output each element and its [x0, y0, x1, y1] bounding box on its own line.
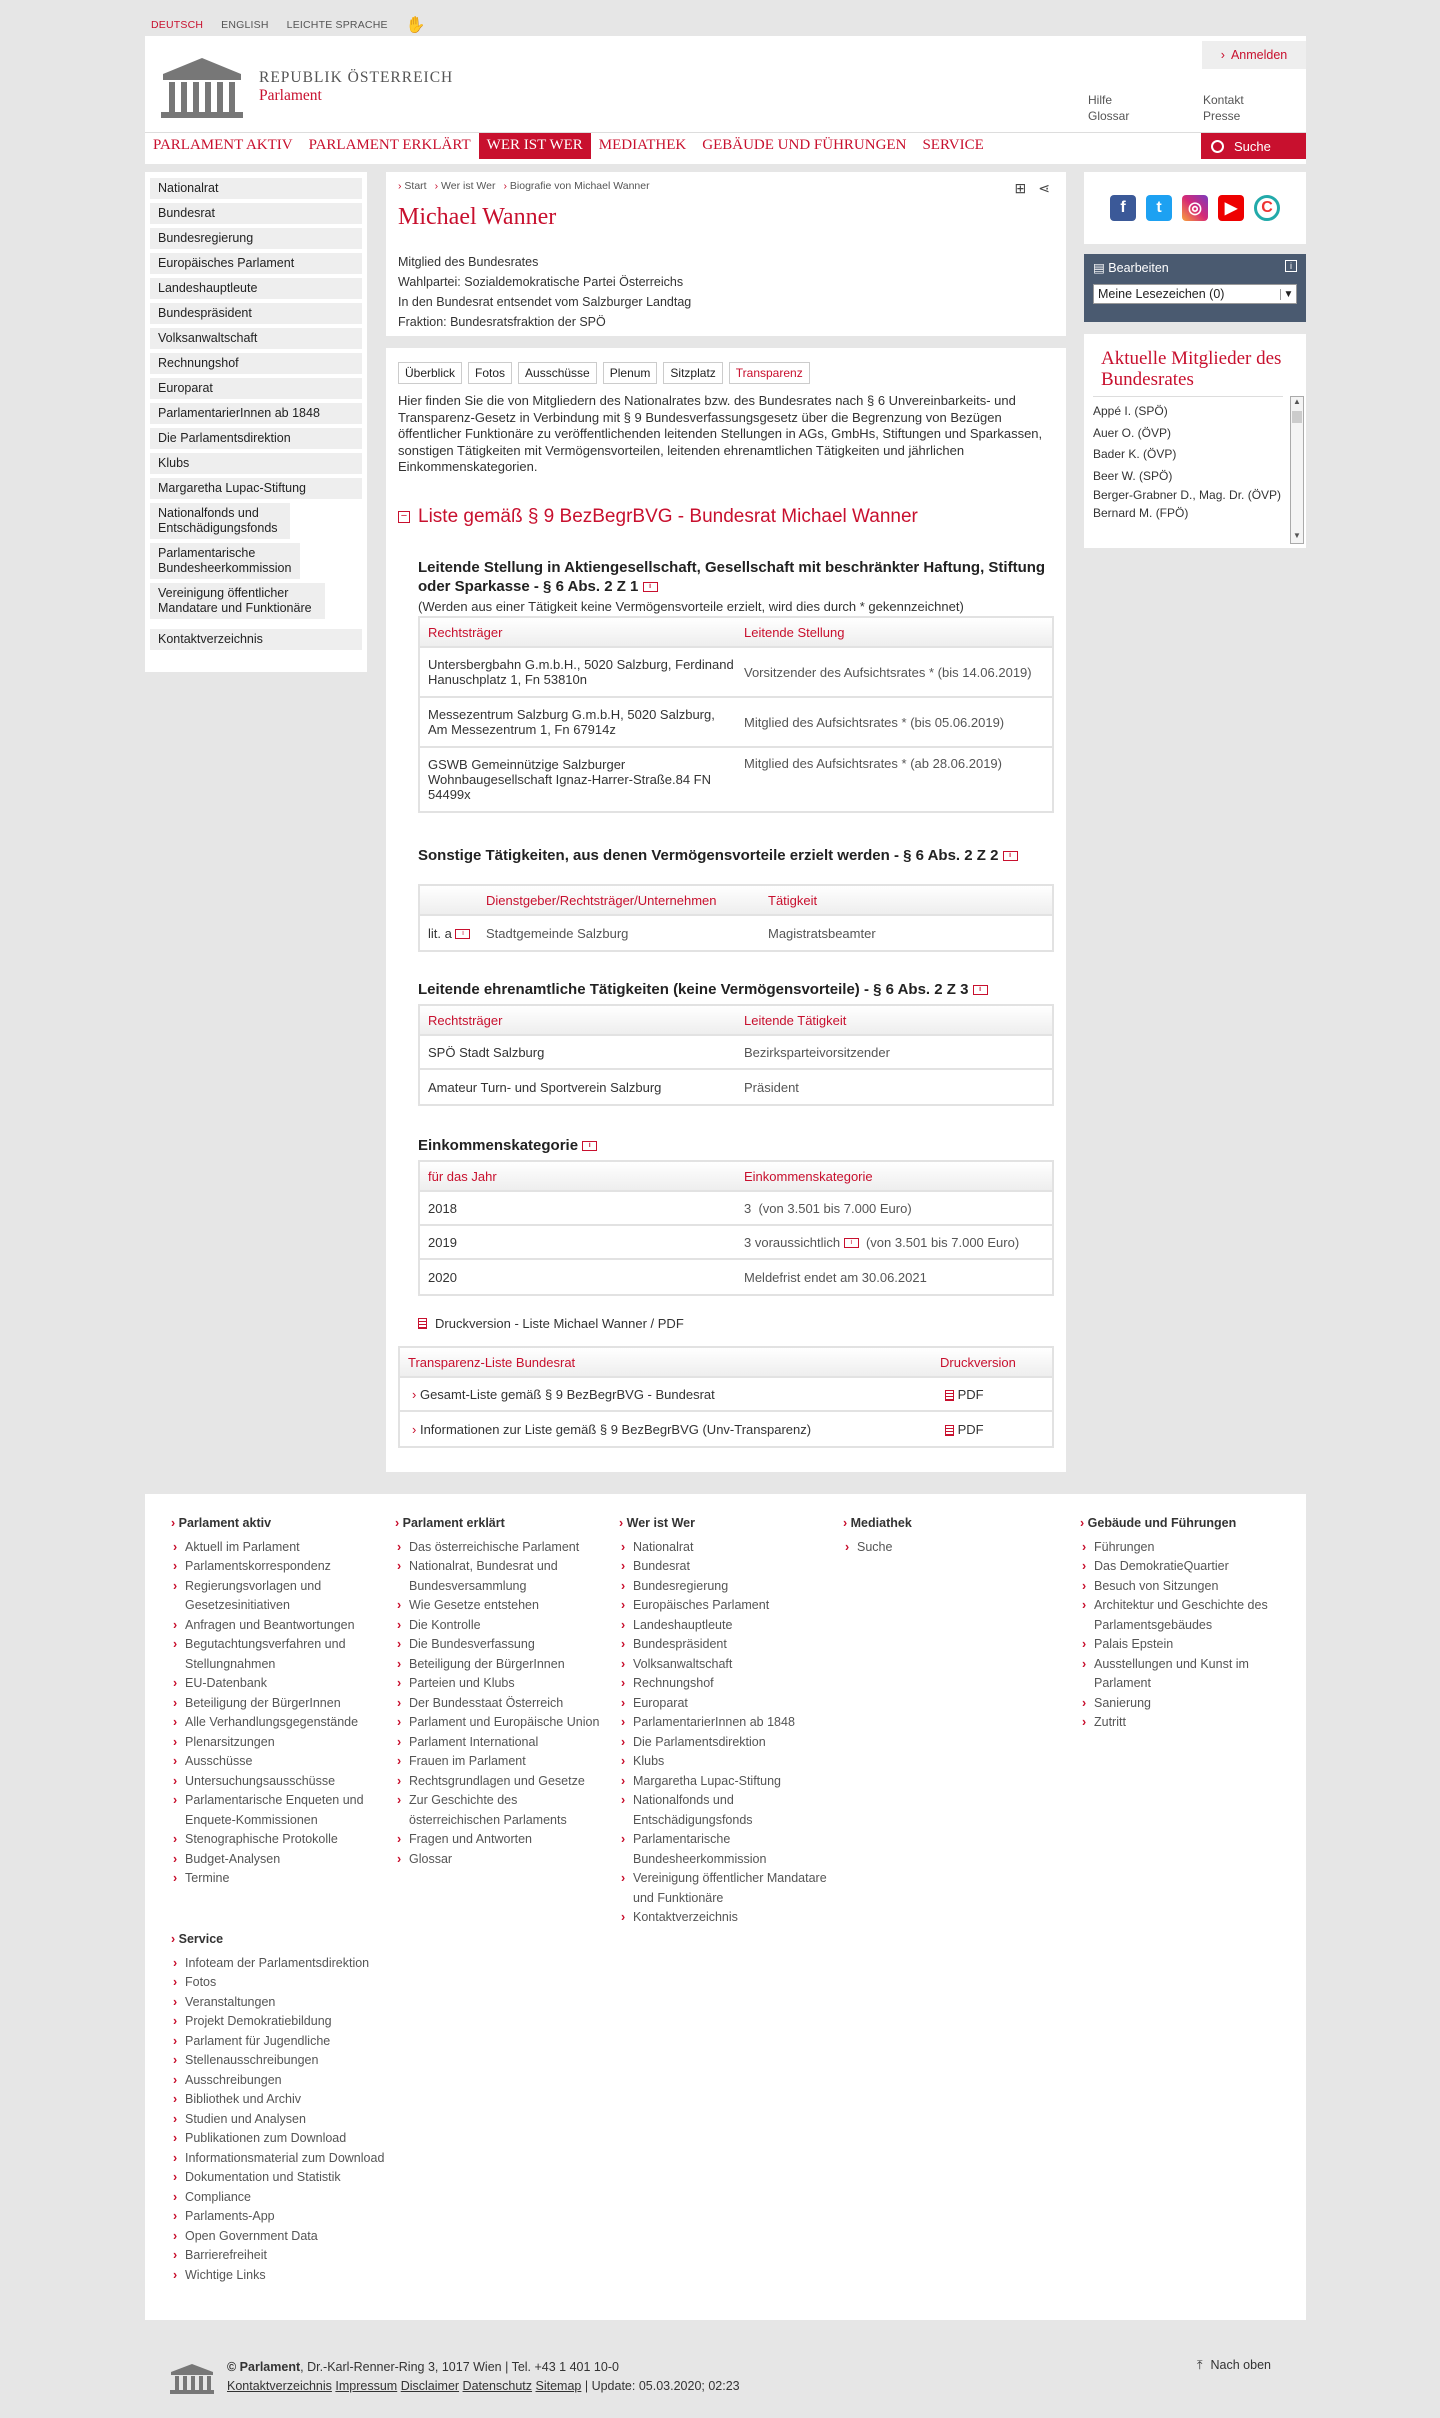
footer-link[interactable]: › Zutritt	[1080, 1713, 1290, 1733]
footer-link[interactable]: › Bibliothek und Archiv	[171, 2090, 401, 2110]
footer-link[interactable]: › Palais Epstein	[1080, 1635, 1290, 1655]
parliament-logo-small-icon	[169, 2362, 215, 2394]
back-to-top-link[interactable]	[1197, 2358, 1271, 2373]
footer-link[interactable]: › Rechnungshof	[619, 1674, 829, 1694]
edit-icon: ▤	[1093, 261, 1105, 275]
list-item[interactable]: Bader K. (ÖVP)	[1093, 447, 1177, 461]
link-sitemap[interactable]: Sitemap	[535, 2379, 582, 2393]
footer-link[interactable]: › Bundesrat	[619, 1557, 829, 1577]
share-icon[interactable]: ⋖	[1038, 180, 1050, 196]
footer-sitemap	[145, 1494, 1306, 2320]
footer-link[interactable]: › Margaretha Lupac-Stiftung	[619, 1772, 829, 1792]
nav-wer-ist-wer[interactable]: WER IST WER	[479, 133, 591, 159]
table-row	[420, 916, 1052, 950]
footer-link[interactable]: › Parlamentskorrespondenz	[171, 1557, 381, 1577]
info-icon[interactable]: i	[973, 985, 988, 995]
panel-title: Bearbeiten	[1108, 261, 1169, 275]
column-header: Leitende Tätigkeit	[744, 1012, 847, 1028]
intro-text: Hier finden Sie die von Mitgliedern des Nationalrates bzw. des Bundesrates nach § 6 Unvereinbarkeits- und Transparenz-Gesetz in Verbindung mit § 9 Bundesverfassungsgesetz über die Begrenzung von Bezügen öffentlicher Funktionäre zu veröffentlichenden leitenden Stellungen in AGs, GmbHs, Stiftungen und Sparkassen, sonstigen Tätigkeiten mit Vermögensvorteilen, leitenden ehrenamtlichen Tätigkeiten und jährlichen Einkommenskategorien.	[398, 393, 1043, 474]
footer-link[interactable]: › Parlament für Jugendliche	[171, 2032, 401, 2052]
footer-link[interactable]: › Zur Geschichte des österreichischen Parlaments	[395, 1791, 605, 1830]
footer-link[interactable]: › Termine	[171, 1869, 381, 1889]
table-row	[420, 748, 1052, 811]
page-title: Michael Wanner	[398, 204, 557, 230]
back-to-top-label: Nach oben	[1210, 2358, 1271, 2372]
table-cell: (von 3.501 bis 7.000 Euro)	[865, 1234, 1020, 1250]
table-cell[interactable]: Gesamt-Liste gemäß § 9 BezBegrBVG - Bundesrat	[419, 1386, 715, 1402]
footer-link[interactable]: › Ausstellungen und Kunst im Parlament	[1080, 1655, 1290, 1694]
print-version-link[interactable]	[418, 1316, 684, 1331]
info-icon[interactable]: i	[582, 1141, 597, 1151]
site-header	[145, 36, 1306, 164]
table-row	[420, 1226, 1052, 1260]
footer-link[interactable]: › Besuch von Sitzungen	[1080, 1577, 1290, 1597]
footer-heading[interactable]: › Gebäude und Führungen	[1080, 1514, 1290, 1534]
leftnav-item[interactable]: Nationalrat	[150, 178, 362, 199]
table-row	[420, 1260, 1052, 1294]
social-links	[1084, 172, 1306, 244]
footer-link[interactable]: › Ausschüsse	[171, 1752, 381, 1772]
breadcrumb-wer-ist-wer[interactable]: › Wer ist Wer	[434, 180, 496, 192]
footer-link[interactable]: › Begutachtungsverfahren und Stellungnahmen	[171, 1635, 381, 1674]
copyright: © Parlament	[227, 2360, 301, 2374]
left-navigation	[145, 172, 367, 672]
leftnav-item[interactable]: Kontaktverzeichnis	[150, 629, 362, 650]
footer-link[interactable]: › Aktuell im Parlament	[171, 1538, 381, 1558]
pdf-link[interactable]	[945, 1422, 984, 1437]
breadcrumb	[398, 180, 650, 192]
table-cell: Präsident	[744, 1079, 799, 1095]
footer-link[interactable]: › Open Government Data	[171, 2227, 401, 2247]
section-leitende-stellung	[418, 558, 1048, 596]
table-row	[420, 1070, 1052, 1104]
footer-link[interactable]: › Wie Gesetze entstehen	[395, 1596, 605, 1616]
section-title: Leitende ehrenamtliche Tätigkeiten (keine Vermögensvorteile) - § 6 Abs. 2 Z 3	[418, 981, 969, 998]
footer-link[interactable]: › Bundesregierung	[619, 1577, 829, 1597]
footer-link[interactable]: › Kontaktverzeichnis	[619, 1908, 829, 1928]
search-button[interactable]	[1201, 133, 1306, 159]
press-link[interactable]: Presse	[1203, 109, 1241, 123]
table-cell: Meldefrist endet am 30.06.2021	[744, 1269, 927, 1285]
parliament-logo-icon	[159, 56, 245, 118]
breadcrumb-current: › Biografie von Michael Wanner	[503, 180, 650, 192]
language-bar	[151, 14, 1306, 36]
footer-link[interactable]: › Stellenausschreibungen	[171, 2051, 401, 2071]
profile-party: Wahlpartei: Sozialdemokratische Partei Österreichs	[398, 275, 684, 289]
column-header: Dienstgeber/Rechtsträger/Unternehmen	[486, 892, 717, 908]
logo-subtitle: Parlament	[259, 87, 322, 104]
footer-link[interactable]: › Führungen	[1080, 1538, 1290, 1558]
members-list	[1093, 396, 1283, 540]
table-cell: GSWB Gemeinnützige Salzburger Wohnbaugesellschaft Ignaz-Harrer-Straße.84 FN 54499x	[428, 757, 711, 802]
glossary-link[interactable]: Glossar	[1088, 109, 1130, 123]
leftnav-item[interactable]: Landeshauptleute	[150, 278, 362, 299]
table-cell: Bezirksparteivorsitzender	[744, 1044, 890, 1060]
section-note: (Werden aus einer Tätigkeit keine Vermögensvorteile erzielt, wird dies durch * gekennzeichnet)	[418, 599, 964, 614]
lang-deutsch[interactable]: DEUTSCH	[151, 19, 204, 31]
footer-heading[interactable]: › Wer ist Wer	[619, 1514, 829, 1534]
leftnav-item[interactable]: ParlamentarierInnen ab 1848	[150, 403, 362, 424]
footer-link[interactable]: › Die Bundesverfassung	[395, 1635, 605, 1655]
tab-fotos[interactable]: Fotos	[468, 362, 512, 384]
footer-link[interactable]: › Beteiligung der BürgerInnen	[395, 1655, 605, 1675]
footer-link[interactable]: › Die Parlamentsdirektion	[619, 1733, 829, 1753]
table-ehrenamtlich	[418, 1004, 1054, 1106]
footer-link[interactable]: › Sanierung	[1080, 1694, 1290, 1714]
footer-heading[interactable]: › Parlament aktiv	[171, 1514, 381, 1534]
footer-link[interactable]: › Anfragen und Beantwortungen	[171, 1616, 381, 1636]
footer-link[interactable]: › Parteien und Klubs	[395, 1674, 605, 1694]
address: , Dr.-Karl-Renner-Ring 3, 1017 Wien | Tel. +43 1 401 10-0	[300, 2360, 619, 2374]
footer-link[interactable]: › Parlamentarische Enqueten und Enquete-Kommissionen	[171, 1791, 381, 1830]
footer-link[interactable]: › Landeshauptleute	[619, 1616, 829, 1636]
table-leitende-stellung	[418, 616, 1054, 813]
list-item[interactable]: Auer O. (ÖVP)	[1093, 425, 1172, 440]
breadcrumb-start[interactable]: › Start	[398, 180, 427, 192]
table-cell: Mitglied des Aufsichtsrates * (ab 28.06.2019)	[744, 756, 1002, 771]
list-heading-label: Liste gemäß § 9 BezBegrBVG - Bundesrat Michael Wanner	[418, 506, 918, 527]
table-row[interactable]: › Gesamt-Liste gemäß § 9 BezBegrBVG - Bundesrat PDF	[400, 1378, 1052, 1412]
members-panel	[1084, 334, 1306, 548]
info-icon[interactable]: i	[844, 1238, 859, 1248]
footer-link[interactable]: › Die Kontrolle	[395, 1616, 605, 1636]
leftnav-item[interactable]: Die Parlamentsdirektion	[150, 428, 362, 449]
chevron-right-icon: ›	[1220, 48, 1225, 62]
leftnav-item[interactable]: Parlamentarische Bundesheerkommission	[150, 543, 300, 579]
table-cell: Magistratsbeamter	[768, 925, 876, 941]
footer-link[interactable]: › Stenographische Protokolle	[171, 1830, 381, 1850]
footer-link[interactable]: › Parlament International	[395, 1733, 605, 1753]
footer-link[interactable]: › Veranstaltungen	[171, 1993, 401, 2013]
list-item[interactable]: Appé I. (SPÖ)	[1093, 404, 1168, 418]
column-header: Druckversion	[940, 1354, 1016, 1370]
link-datenschutz[interactable]: Datenschutz	[462, 2379, 533, 2393]
nav-mediathek[interactable]: MEDIATHEK	[598, 137, 687, 153]
bearbeiten-panel	[1084, 254, 1306, 322]
info-icon[interactable]: i	[455, 929, 470, 939]
bookmark-select[interactable]	[1093, 284, 1297, 304]
pdf-label: PDF	[957, 1386, 984, 1402]
list-item[interactable]: Beer W. (SPÖ)	[1093, 468, 1173, 483]
arrow-up-icon: ⤒	[1197, 2358, 1203, 2372]
footer-link[interactable]: › Europäisches Parlament	[619, 1596, 829, 1616]
table-cell: Untersbergbahn G.m.b.H., 5020 Salzburg, Ferdinand Hanuschplatz 1, Fn 53810n	[428, 657, 734, 687]
section-title: Sonstige Tätigkeiten, aus denen Vermögensvorteile erzielt werden - § 6 Abs. 2 Z 2	[418, 847, 999, 864]
nav-gebaeude[interactable]: GEBÄUDE UND FÜHRUNGEN	[702, 137, 907, 153]
footer-link[interactable]: › Ausschreibungen	[171, 2071, 401, 2091]
table-row	[420, 698, 1052, 748]
table-cell: Vorsitzender des Aufsichtsrates * (bis 14.06.2019)	[744, 664, 1032, 680]
twitter-icon[interactable]: t	[1146, 195, 1172, 221]
footer-link[interactable]: › Volksanwaltschaft	[619, 1655, 829, 1675]
footer-link[interactable]: › Der Bundesstaat Österreich	[395, 1694, 605, 1714]
table-einkommen	[418, 1160, 1054, 1296]
table-row	[420, 1036, 1052, 1070]
footer-link[interactable]: › Vereinigung öffentlicher Mandatare und Funktionäre	[619, 1869, 829, 1908]
leftnav-item[interactable]: Nationalfonds und Entschädigungsfonds	[150, 503, 290, 539]
column-header: für das Jahr	[428, 1168, 497, 1184]
footer-col-parlament-aktiv	[171, 1514, 381, 1889]
footer-link[interactable]: › Beteiligung der BürgerInnen	[171, 1694, 381, 1714]
leftnav-item[interactable]: Rechnungshof	[150, 353, 362, 374]
footer-link[interactable]: › Projekt Demokratiebildung	[171, 2012, 401, 2032]
sign-language-icon[interactable]: ✋	[405, 17, 426, 34]
leftnav-item[interactable]: Klubs	[150, 453, 362, 474]
lang-leichte-sprache[interactable]: LEICHTE SPRACHE	[286, 19, 388, 31]
footer-link[interactable]: › Alle Verhandlungsgegenstände	[171, 1713, 381, 1733]
table-row[interactable]: › Informationen zur Liste gemäß § 9 BezBegrBVG (Unv-Transparenz) PDF	[412, 1421, 984, 1437]
footer-link[interactable]: › Parlamentarische Bundesheerkommission	[619, 1830, 829, 1869]
tab-ueberblick[interactable]: Überblick	[398, 362, 462, 384]
transparency-card	[386, 348, 1066, 1472]
bottom-bar	[145, 2338, 1306, 2400]
login-label: Anmelden	[1230, 48, 1288, 62]
ccc-icon[interactable]: C	[1254, 195, 1280, 221]
footer-link[interactable]: › Informationsmaterial zum Download	[171, 2149, 401, 2169]
login-button[interactable]	[1202, 41, 1306, 69]
bookmark-add-icon[interactable]: ⊞	[1014, 180, 1027, 196]
profile-tabs	[398, 362, 810, 384]
footer-heading[interactable]: › Parlament erklärt	[395, 1514, 605, 1534]
leftnav-item[interactable]: Volksanwaltschaft	[150, 328, 362, 349]
collapse-icon[interactable]: −	[398, 511, 410, 523]
column-header: Tätigkeit	[768, 892, 818, 908]
pdf-icon	[418, 1318, 427, 1329]
list-item[interactable]: Bernard M. (FPÖ)	[1093, 506, 1189, 520]
link-disclaimer[interactable]: Disclaimer	[400, 2379, 460, 2393]
footer-link[interactable]: › Das österreichische Parlament	[395, 1538, 605, 1558]
table-sonstige	[418, 884, 1054, 952]
nav-service[interactable]: SERVICE	[922, 137, 984, 153]
footer-col-service	[171, 1930, 401, 2285]
profile-role: Mitglied des Bundesrates	[398, 255, 539, 269]
search-label: Suche	[1234, 138, 1271, 154]
footer-heading[interactable]: › Service	[171, 1930, 401, 1950]
footer-heading[interactable]: › Mediathek	[843, 1514, 1053, 1534]
help-link[interactable]: Hilfe	[1088, 93, 1113, 107]
footer-link[interactable]: › Infoteam der Parlamentsdirektion	[171, 1954, 401, 1974]
list-item[interactable]: Berger-Grabner D., Mag. Dr. (ÖVP)	[1093, 488, 1282, 502]
table-transparenz-liste	[398, 1346, 1054, 1448]
footer-link[interactable]: › Frauen im Parlament	[395, 1752, 605, 1772]
footer-link[interactable]: › Rechtsgrundlagen und Gesetze	[395, 1772, 605, 1792]
footer-link[interactable]: › Nationalrat, Bundesrat und Bundesversammlung	[395, 1557, 605, 1596]
info-icon[interactable]: i	[1285, 260, 1297, 272]
leftnav-item[interactable]: Vereinigung öffentlicher Mandatare und Funktionäre	[150, 583, 325, 619]
column-header: Rechtsträger	[428, 624, 503, 640]
footer-link[interactable]: › Suche	[843, 1538, 1053, 1558]
members-title: Aktuelle Mitglieder des Bundesrates	[1101, 348, 1282, 390]
leftnav-item[interactable]: Bundespräsident	[150, 303, 362, 324]
footer-col-wer-ist-wer	[619, 1514, 829, 1928]
footer-link[interactable]: › Nationalfonds und Entschädigungsfonds	[619, 1791, 829, 1830]
list-heading[interactable]	[398, 506, 918, 528]
table-cell: 2020	[428, 1269, 457, 1285]
footer-link[interactable]: › Parlament und Europäische Union	[395, 1713, 605, 1733]
table-cell: lit. a	[428, 925, 452, 941]
nav-parlament-erklaert[interactable]: PARLAMENT ERKLÄRT	[308, 137, 471, 153]
search-icon	[1211, 140, 1224, 153]
table-cell: Mitglied des Aufsichtsrates * (bis 05.06.2019)	[744, 714, 1005, 730]
pdf-icon	[945, 1390, 954, 1401]
footer-col-parlament-erklaert	[395, 1514, 605, 1869]
footer-info	[227, 2358, 740, 2396]
meta-links-left	[1088, 92, 1129, 124]
footer-link[interactable]: › Barrierefreiheit	[171, 2246, 401, 2266]
footer-link[interactable]: › Budget-Analysen	[171, 1850, 381, 1870]
section-ehrenamtlich	[418, 980, 988, 999]
members-scrollbar[interactable]: ▲ ▼	[1290, 396, 1304, 544]
chevron-down-icon: ▼	[1280, 289, 1296, 300]
tab-transparenz[interactable]: Transparenz	[729, 362, 810, 384]
footer-link[interactable]: › Regierungsvorlagen und Gesetzesinitiativen	[171, 1577, 381, 1616]
pdf-icon	[945, 1425, 954, 1436]
section-sonstige	[418, 846, 1058, 865]
footer-link[interactable]: › Das DemokratieQuartier	[1080, 1557, 1290, 1577]
profile-card	[386, 172, 1066, 336]
tab-ausschuesse[interactable]: Ausschüsse	[518, 362, 597, 384]
table-row	[420, 648, 1052, 698]
leftnav-item[interactable]: Europäisches Parlament	[150, 253, 362, 274]
table-cell: 3	[744, 1200, 752, 1216]
table-cell: Messezentrum Salzburg G.m.b.H, 5020 Salzburg, Am Messezentrum 1, Fn 67914z	[428, 707, 715, 737]
column-header: Leitende Stellung	[744, 624, 845, 640]
table-cell: Amateur Turn- und Sportverein Salzburg	[428, 1079, 662, 1095]
instagram-icon[interactable]: ◎	[1182, 195, 1208, 221]
footer-col-gebaeude	[1080, 1514, 1290, 1733]
site-logo[interactable]	[159, 56, 453, 118]
pdf-label: PDF	[957, 1421, 984, 1437]
footer-link[interactable]: › Klubs	[619, 1752, 829, 1772]
info-icon[interactable]: i	[643, 582, 658, 592]
table-cell: SPÖ Stadt Salzburg	[428, 1044, 545, 1060]
section-title: Leitende Stellung in Aktiengesellschaft, Gesellschaft mit beschränkter Haftung, Stiftung oder Sparkasse - § 6 Abs. 2 Z 1	[418, 559, 1046, 595]
footer-link[interactable]: › Fotos	[171, 1973, 401, 1993]
footer-link[interactable]: › Dokumentation und Statistik	[171, 2168, 401, 2188]
table-cell: 2019	[428, 1234, 457, 1250]
footer-link[interactable]: › Plenarsitzungen	[171, 1733, 381, 1753]
table-cell: 3 voraussichtlich	[744, 1234, 841, 1250]
footer-link[interactable]: › Nationalrat	[619, 1538, 829, 1558]
leftnav-item[interactable]: Europarat	[150, 378, 362, 399]
footer-link[interactable]: › Compliance	[171, 2188, 401, 2208]
profile-fraction: Fraktion: Bundesratsfraktion der SPÖ	[398, 315, 606, 329]
profile-delegated: In den Bundesrat entsendet vom Salzburger Landtag	[398, 295, 692, 309]
meta-links-right	[1203, 92, 1244, 124]
footer-link[interactable]: › Glossar	[395, 1850, 605, 1870]
footer-link[interactable]: › ParlamentarierInnen ab 1848	[619, 1713, 829, 1733]
print-version-label: Druckversion - Liste Michael Wanner / PDF	[435, 1316, 684, 1331]
leftnav-item[interactable]: Margaretha Lupac-Stiftung	[150, 478, 362, 499]
column-header: Transparenz-Liste Bundesrat	[408, 1354, 576, 1370]
footer-link[interactable]: › Publikationen zum Download	[171, 2129, 401, 2149]
footer-link[interactable]: › Bundespräsident	[619, 1635, 829, 1655]
tab-plenum[interactable]: Plenum	[603, 362, 658, 384]
column-header: Einkommenskategorie	[744, 1168, 873, 1184]
footer-link[interactable]: › EU-Datenbank	[171, 1674, 381, 1694]
footer-link[interactable]: › Architektur und Geschichte des Parlamentsgebäudes	[1080, 1596, 1290, 1635]
section-einkommen	[418, 1136, 597, 1155]
leftnav-item[interactable]: Bundesregierung	[150, 228, 362, 249]
pdf-link[interactable]	[945, 1387, 984, 1402]
footer-link[interactable]: › Fragen und Antworten	[395, 1830, 605, 1850]
section-title: Einkommenskategorie	[418, 1137, 579, 1154]
column-header: Rechtsträger	[428, 1012, 503, 1028]
table-cell: 2018	[428, 1200, 457, 1216]
nav-parlament-aktiv[interactable]: PARLAMENT AKTIV	[153, 137, 293, 153]
table-cell[interactable]: Informationen zur Liste gemäß § 9 BezBegrBVG (Unv-Transparenz)	[419, 1421, 812, 1437]
footer-link[interactable]: › Wichtige Links	[171, 2266, 401, 2286]
main-navigation	[145, 132, 1306, 158]
update-date: | Update: 05.03.2020; 02:23	[584, 2379, 740, 2393]
youtube-icon[interactable]: ▶	[1218, 195, 1244, 221]
table-cell: Stadtgemeinde Salzburg	[486, 925, 629, 941]
contact-link[interactable]: Kontakt	[1203, 93, 1244, 107]
link-kontaktverzeichnis[interactable]: Kontaktverzeichnis	[227, 2379, 332, 2393]
footer-link[interactable]: › Europarat	[619, 1694, 829, 1714]
info-icon[interactable]: i	[1003, 851, 1018, 861]
profile-info	[398, 252, 691, 332]
bookmark-select-value: Meine Lesezeichen (0)	[1098, 287, 1225, 301]
tab-sitzplatz[interactable]: Sitzplatz	[663, 362, 722, 384]
table-cell: (von 3.501 bis 7.000 Euro)	[758, 1200, 912, 1216]
lang-english[interactable]: ENGLISH	[221, 19, 269, 31]
footer-link[interactable]: › Studien und Analysen	[171, 2110, 401, 2130]
logo-title: REPUBLIK ÖSTERREICH	[259, 69, 454, 86]
facebook-icon[interactable]: f	[1110, 195, 1136, 221]
footer-link[interactable]: › Parlaments-App	[171, 2207, 401, 2227]
leftnav-item[interactable]: Bundesrat	[150, 203, 362, 224]
link-impressum[interactable]: Impressum	[335, 2379, 398, 2393]
footer-col-mediathek	[843, 1514, 1053, 1557]
footer-link[interactable]: › Untersuchungsausschüsse	[171, 1772, 381, 1792]
table-row	[420, 1192, 1052, 1226]
